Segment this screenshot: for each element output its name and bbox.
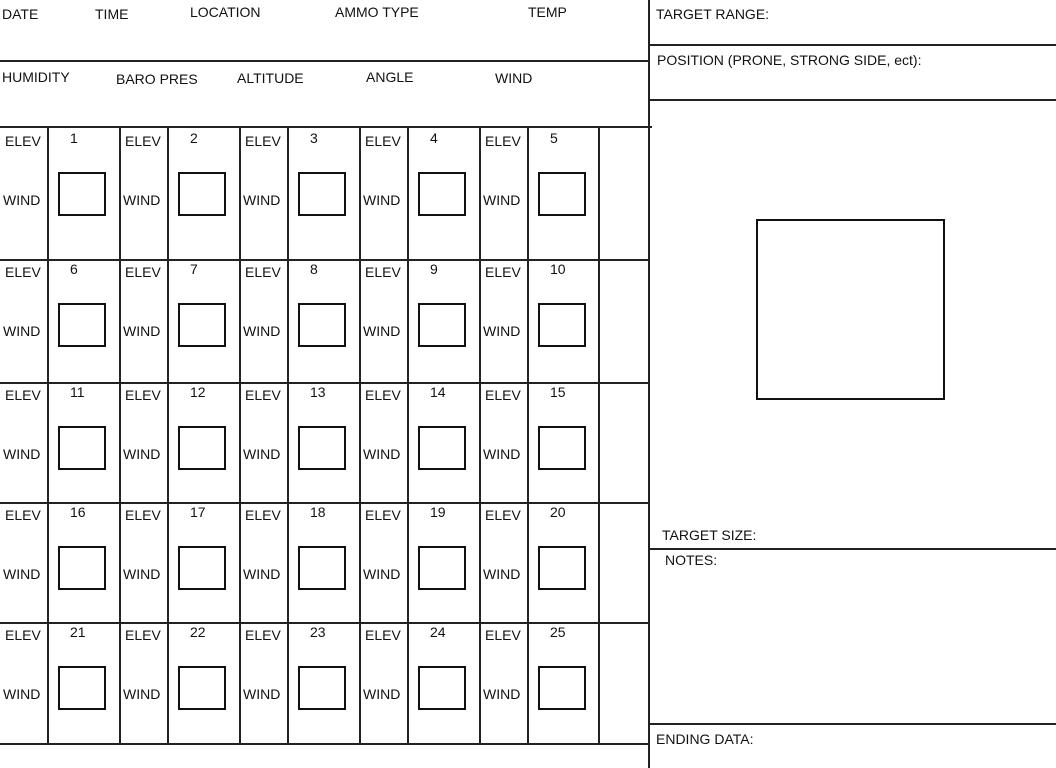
shot-25-box[interactable] (538, 666, 586, 710)
altitude-label: ALTITUDE (237, 70, 304, 86)
wind-label: WIND (123, 686, 161, 702)
shot-number: 1 (70, 130, 78, 146)
shot-number: 4 (430, 130, 438, 146)
shot-6-box[interactable] (58, 303, 106, 347)
time-label: TIME (95, 6, 129, 22)
shot-number: 18 (310, 504, 326, 520)
location-label: LOCATION (190, 4, 261, 20)
grid-column-divider (167, 127, 169, 745)
target-size-field[interactable] (750, 522, 1050, 546)
target-range-field[interactable] (760, 4, 1052, 28)
wind-label: WIND (3, 446, 41, 462)
humidity-label: HUMIDITY (2, 69, 70, 85)
shot-number: 19 (430, 504, 446, 520)
grid-column-divider (598, 127, 600, 745)
grid-column-divider (407, 127, 409, 745)
shot-13-box[interactable] (298, 426, 346, 470)
shot-23-box[interactable] (298, 666, 346, 710)
ammo-type-label: AMMO TYPE (335, 4, 419, 20)
shot-number: 25 (550, 624, 566, 640)
shot-7-box[interactable] (178, 303, 226, 347)
elev-label: ELEV (485, 387, 521, 403)
elev-label: ELEV (365, 133, 401, 149)
wind-label: WIND (483, 566, 521, 582)
shot-21-box[interactable] (58, 666, 106, 710)
shot-12-box[interactable] (178, 426, 226, 470)
wind-label: WIND (123, 323, 161, 339)
notes-label: NOTES: (665, 552, 718, 568)
ending-data-field[interactable] (756, 728, 1052, 752)
elev-label: ELEV (365, 627, 401, 643)
date-label: DATE (2, 6, 39, 22)
shot-20-box[interactable] (538, 546, 586, 590)
shot-10-box[interactable] (538, 303, 586, 347)
target-range-label: TARGET RANGE: (656, 6, 770, 22)
wind-label: WIND (363, 446, 401, 462)
shot-number: 6 (70, 261, 78, 277)
elev-label: ELEV (5, 387, 41, 403)
elev-label: ELEV (125, 133, 161, 149)
shot-4-box[interactable] (418, 172, 466, 216)
shot-number: 15 (550, 384, 566, 400)
wind-label: WIND (483, 192, 521, 208)
shot-14-box[interactable] (418, 426, 466, 470)
shot-number: 21 (70, 624, 86, 640)
wind-label: WIND (3, 686, 41, 702)
elev-label: ELEV (365, 387, 401, 403)
shot-18-box[interactable] (298, 546, 346, 590)
shot-1-box[interactable] (58, 172, 106, 216)
elev-label: ELEV (245, 387, 281, 403)
shot-number: 22 (190, 624, 206, 640)
date-field[interactable] (0, 26, 90, 50)
elev-label: ELEV (485, 627, 521, 643)
shot-8-box[interactable] (298, 303, 346, 347)
baro-pres-field[interactable] (114, 92, 232, 116)
wind-label: WIND (483, 323, 521, 339)
grid-row-divider (0, 743, 650, 745)
wind-label: WIND (123, 566, 161, 582)
shot-number: 14 (430, 384, 446, 400)
angle-label: ANGLE (366, 69, 414, 85)
grid-column-divider (239, 127, 241, 745)
baro-pres-label: BARO PRES (116, 71, 198, 87)
shot-number: 13 (310, 384, 326, 400)
angle-field[interactable] (364, 92, 491, 116)
notes-field[interactable] (654, 574, 1052, 720)
shot-15-box[interactable] (538, 426, 586, 470)
time-field[interactable] (92, 26, 184, 50)
humidity-field[interactable] (0, 92, 112, 116)
elev-label: ELEV (485, 507, 521, 523)
wind-label: WIND (363, 566, 401, 582)
shot-3-box[interactable] (298, 172, 346, 216)
wind-label: WIND (363, 323, 401, 339)
ending-data-label: ENDING DATA: (656, 731, 754, 747)
position-label: POSITION (PRONE, STRONG SIDE, ect): (657, 52, 922, 68)
wind-label: WIND (243, 566, 281, 582)
shot-9-box[interactable] (418, 303, 466, 347)
wind-label: WIND (3, 566, 41, 582)
shot-11-box[interactable] (58, 426, 106, 470)
grid-column-divider (47, 127, 49, 745)
shot-16-box[interactable] (58, 546, 106, 590)
shot-5-box[interactable] (538, 172, 586, 216)
wind-label: WIND (123, 446, 161, 462)
wind-label: WIND (243, 686, 281, 702)
panel-divider (648, 0, 650, 768)
elev-label: ELEV (485, 264, 521, 280)
grid-column-divider (119, 127, 121, 745)
shot-number: 10 (550, 261, 566, 277)
grid-column-divider (287, 127, 289, 745)
location-field[interactable] (186, 26, 331, 50)
position-field[interactable] (654, 72, 1052, 96)
shot-number: 8 (310, 261, 318, 277)
elev-label: ELEV (365, 264, 401, 280)
elev-label: ELEV (5, 133, 41, 149)
header-divider-1 (0, 60, 650, 62)
shot-number: 3 (310, 130, 318, 146)
elev-label: ELEV (125, 627, 161, 643)
elev-label: ELEV (5, 627, 41, 643)
elev-label: ELEV (125, 507, 161, 523)
elev-label: ELEV (245, 627, 281, 643)
elev-label: ELEV (125, 387, 161, 403)
wind-label: WIND (363, 686, 401, 702)
wind-label: WIND (3, 192, 41, 208)
wind-label: WIND (363, 192, 401, 208)
shot-19-box[interactable] (418, 546, 466, 590)
wind-label: WIND (243, 323, 281, 339)
grid-column-divider (527, 127, 529, 745)
position-underline (650, 99, 1056, 101)
temp-label: TEMP (528, 4, 567, 20)
elev-label: ELEV (125, 264, 161, 280)
target-size-label: TARGET SIZE: (662, 527, 757, 543)
header-divider-2 (0, 126, 652, 128)
wind-label: WIND (483, 686, 521, 702)
wind-label: WIND (243, 192, 281, 208)
elev-label: ELEV (5, 264, 41, 280)
ending-data-divider (650, 723, 1056, 725)
shot-number: 9 (430, 261, 438, 277)
wind-label: WIND (123, 192, 161, 208)
shot-22-box[interactable] (178, 666, 226, 710)
shot-number: 16 (70, 504, 86, 520)
elev-label: ELEV (245, 507, 281, 523)
wind-conditions-label: WIND (495, 70, 533, 86)
grid-column-divider (479, 127, 481, 745)
shot-number: 17 (190, 504, 206, 520)
target-diagram-box (756, 219, 945, 400)
shot-number: 24 (430, 624, 446, 640)
wind-label: WIND (3, 323, 41, 339)
shot-number: 7 (190, 261, 198, 277)
target-range-underline (650, 44, 1056, 46)
elev-label: ELEV (245, 133, 281, 149)
wind-label: WIND (483, 446, 521, 462)
shot-number: 2 (190, 130, 198, 146)
shot-2-box[interactable] (178, 172, 226, 216)
shot-17-box[interactable] (178, 546, 226, 590)
wind-label: WIND (243, 446, 281, 462)
shot-number: 11 (70, 384, 85, 400)
elev-label: ELEV (365, 507, 401, 523)
elev-label: ELEV (5, 507, 41, 523)
temp-field[interactable] (525, 26, 645, 50)
shot-number: 23 (310, 624, 326, 640)
target-size-underline (650, 548, 1056, 550)
elev-label: ELEV (245, 264, 281, 280)
shot-number: 12 (190, 384, 206, 400)
ammo-type-field[interactable] (333, 26, 523, 50)
grid-column-divider (359, 127, 361, 745)
shot-24-box[interactable] (418, 666, 466, 710)
altitude-field[interactable] (234, 92, 362, 116)
shot-number: 20 (550, 504, 566, 520)
wind-field[interactable] (493, 92, 645, 116)
shot-number: 5 (550, 130, 558, 146)
elev-label: ELEV (485, 133, 521, 149)
